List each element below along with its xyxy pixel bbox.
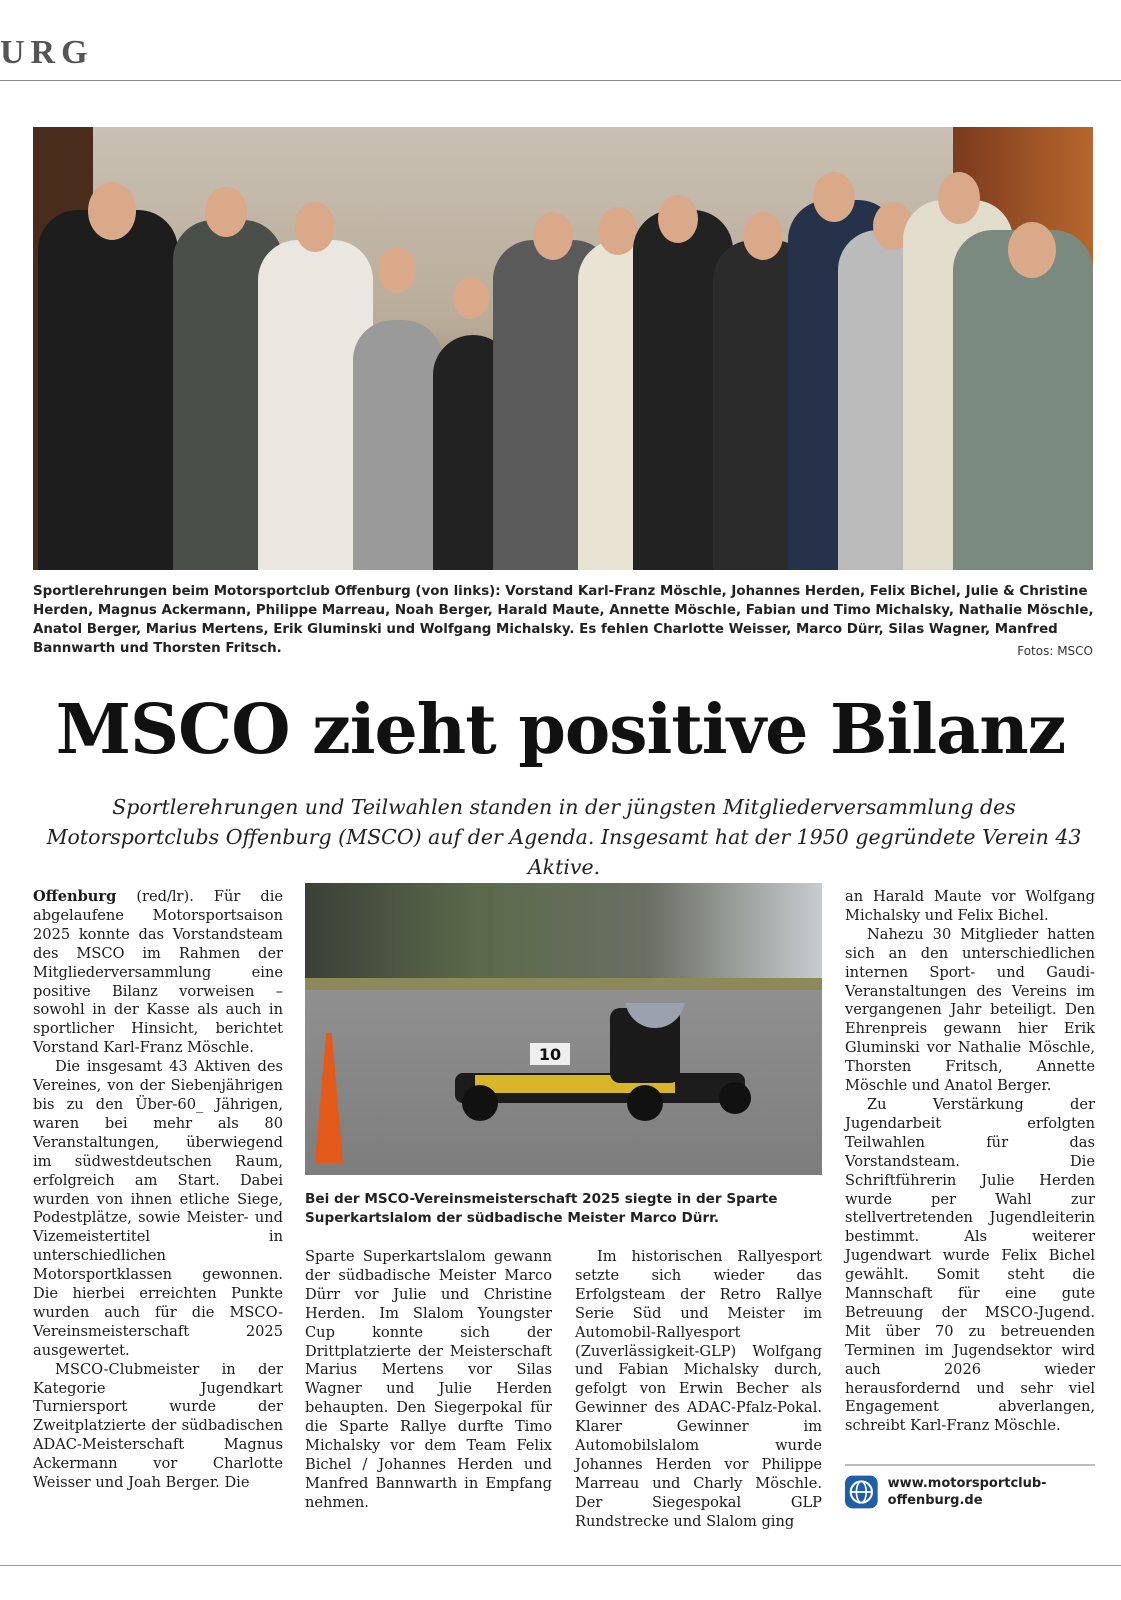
article-column-2 bbox=[305, 1248, 552, 1513]
photo-credit: Fotos: MSCO bbox=[1017, 644, 1093, 658]
globe-icon bbox=[845, 1472, 878, 1512]
kart-number: 10 bbox=[538, 1045, 562, 1064]
website-url[interactable]: www.motorsportclub-offenburg.de bbox=[887, 1476, 1047, 1508]
kart-photo-caption: Bei der MSCO-Vereinsmeisterschaft 2025 siegte in der Sparte Superkartslalom der südbadische Meister Marco Dürr. bbox=[305, 1191, 778, 1226]
kart-illustration bbox=[435, 1003, 765, 1123]
paragraph: Im historischen Rallyesport setzte sich wieder das Erfolgsteam der Retro Rallye Serie Süd und Meister im Automobil-Rallyesport (Zuverlässigkeit-GLP) Wolfgang und Fabian Michalsky durch, gefolgt von Erwin Becher als Gewinner des ADAC-Pfalz-Pokal. Klarer Gewinner im Automobilslalom wurde Johannes Herden vor Philippe Marreau und Charly Möschle. Der Siegespokal GLP Rundstrecke und Slalom ging bbox=[575, 1248, 822, 1530]
article-column-1 bbox=[33, 888, 283, 1493]
article-column-3 bbox=[575, 1248, 822, 1532]
paragraph: an Harald Maute vor Wolfgang Michalsky und Felix Bichel. bbox=[845, 888, 1095, 924]
dateline: Offenburg bbox=[33, 888, 117, 905]
divider bbox=[0, 80, 1121, 81]
subheadline: Sportlerehrungen und Teilwahlen standen in der jüngsten Mitgliederversammlung des Motorsportclubs Offenburg (MSCO) auf der Agenda. Insgesamt hat der 1950 gegründete Verein 43 Aktive. bbox=[46, 795, 1082, 879]
paragraph: Nahezu 30 Mitglieder hatten sich an den unterschiedlichen internen Sport- und Gaudi-Veranstaltungen des Vereins im vergangenen Jahr beteiligt. Den Ehrenpreis gewann hier Erik Gluminski vor Nathalie Möschle, Thorsten Fritsch, Annette Möschle und Anatol Berger. bbox=[845, 925, 1095, 1095]
paragraph: MSCO-Clubmeister in der Kategorie Jugendkart Turniersport wurde der Zweitplatzierte der südbadischen ADAC-Meisterschaft Magnus Ackermann vor Charlotte Weisser und Joah Berger. Die bbox=[33, 1360, 283, 1492]
photo-caption: Sportlerehrungen beim Motorsportclub Offenburg (von links): Vorstand Karl-Franz Möschle, Johannes Herden, Felix Bichel, Julie & Christine Herden, Magnus Ackermann, Philippe Marreau, Noah Berger, Harald Maute, Annette Möschle, Fabian und Timo Michalsky, Nathalie Möschle, Anatol Berger, Marius Mertens, Erik Gluminski und Wolfgang Michalsky. Es fehlen Charlotte Weisser, Marco Dürr, Silas Wagner, Manfred Bannwarth und Thorsten Fritsch. bbox=[33, 584, 1094, 656]
paragraph: Sparte Superkartslalom gewann der südbadische Meister Marco Dürr vor Julie und Christine Herden. Im Slalom Youngster Cup konnte sich der Drittplatzierte der Meisterschaft Marius Mertens vor Silas Wagner und Julie Herden behaupten. Den Siegerpokal für die Sparte Rallye durfte Timo Michalsky vor dem Team Felix Bichel / Johannes Herden und Manfred Bannwarth in Empfang nehmen. bbox=[305, 1248, 552, 1511]
kart-photo bbox=[305, 883, 822, 1175]
paragraph: (red/lr). Für die abgelaufene Motorsportsaison 2025 konnte das Vorstandsteam des MSCO im Rahmen der Mitgliederversammlung eine positive Bilanz vorweisen – sowohl in der Kasse als auch in sportlicher Hinsicht, berichtet Vorstand Karl-Franz Möschle. bbox=[33, 888, 284, 1057]
divider bbox=[0, 1565, 1121, 1566]
masthead: URG bbox=[0, 34, 94, 71]
article-column-4 bbox=[845, 888, 1095, 1436]
paragraph: Zu Verstärkung der Jugendarbeit erfolgten Teilwahlen für das Vorstandsteam. Die Schriftführerin Julie Herden wurde per Wahl zur stellvertretenden Jugendleiterin bestimmt. Als weiterer Jugendwart wurde Felix Bichel gewählt. Somit steht die Mannschaft für eine gute Betreuung der MSCO-Jugend. Mit über 70 zu betreuenden Terminen im Jugendsektor wird auch 2026 wieder herausfordernd und sehr viel Engagement abverlangen, schreibt Karl-Franz Möschle. bbox=[845, 1095, 1095, 1435]
group-photo bbox=[33, 127, 1093, 570]
headline: MSCO zieht positive Bilanz bbox=[55, 690, 1066, 770]
website-link[interactable] bbox=[845, 1464, 1095, 1512]
paragraph: Die insgesamt 43 Aktiven des Vereines, von der Siebenjährigen bis zu den Über-60_ Jährigen, waren bei mehr als 80 Veranstaltungen, überwiegend im südwestdeutschen Raum, erfolgreich am Start. Dabei wurden von ihnen etliche Siege, Podestplätze, sowie Meister- und Vizemeistertitel in unterschiedlichen Motorsportklassen gewonnen. Die hierbei erreichten Punkte wurden auch für die MSCO-Vereinsmeisterschaft 2025 ausgewertet. bbox=[33, 1058, 283, 1359]
